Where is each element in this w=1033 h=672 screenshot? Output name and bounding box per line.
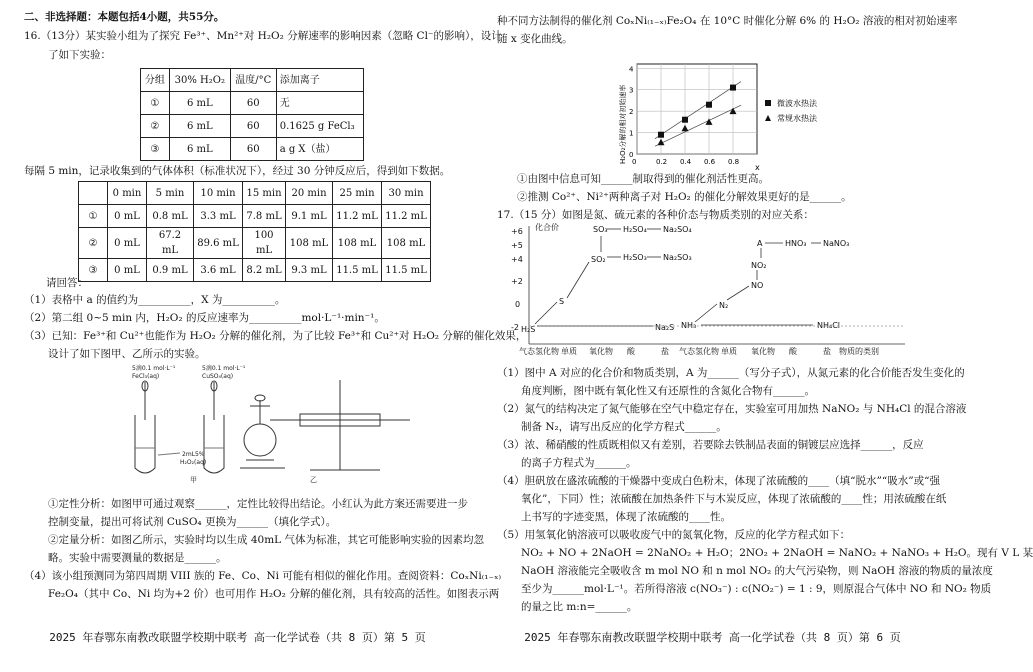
table-cell: 60 <box>230 115 276 138</box>
trend-line <box>655 82 741 139</box>
table-cell: a g X（盐） <box>276 138 363 161</box>
table-cell: 0 mL <box>108 205 147 228</box>
ytick: +4 <box>511 255 523 264</box>
q16-4-sub-1: ①由图中信息可知______制取得到的催化剂活性更高。 <box>517 173 769 185</box>
y-tick-label: 2 <box>629 108 634 117</box>
q17-sub-4b: 氧化”，下同）性；浓硫酸在加热条件下与木炭反应，体现了浓硫酸的____性；用浓硫酸在纸 <box>521 493 947 505</box>
table-cell: 6 mL <box>169 92 230 115</box>
plot-frame <box>637 64 757 154</box>
table-header-cell: 30% H₂O₂ <box>169 69 230 92</box>
x-tick-label: 0.6 <box>704 158 716 166</box>
after-table-text: 每隔 5 min，记录收集到的气体体积（标准状况下），经过 30 分钟反应后，得到如下数据。 <box>24 165 451 177</box>
figure-label-jia: 甲 <box>190 476 197 484</box>
sub-question-2: （2）第二组 0~5 min 内，H₂O₂ 的反应速率为__________mol·L⁻¹·min⁻¹。 <box>24 312 385 324</box>
table-cell: 6 mL <box>169 138 230 161</box>
continued-text-2: 随 x 变化曲线。 <box>497 33 573 45</box>
category-label: 氧化物 <box>589 347 613 356</box>
data-point-square <box>730 85 736 91</box>
q17-sub-1b: 角度判断，图中既有氧化性又有还原性的含氮化合物有______。 <box>521 385 815 397</box>
table-cell: 0.8 mL <box>147 205 194 228</box>
sub-question-3c-1: ①定性分析：如图甲可通过观察______，定性比较得出结论。小红认为此方案还需要进一步 <box>48 498 468 510</box>
ytick: +2 <box>511 277 523 286</box>
q16-stem-1: 16.（13分）某实验小组为了探究 Fe³⁺、Mn²⁺对 H₂O₂ 分解速率的影响因素（忽略 Cl⁻的影响），设计 <box>24 30 502 42</box>
ytick: +5 <box>511 241 523 250</box>
species-h2so4: H₂SO₄ <box>623 225 647 234</box>
table-cell: 67.2 mL <box>147 228 194 259</box>
table-cell: 89.6 mL <box>194 228 243 259</box>
q17-sub-5c: NaOH 溶液能完全吸收含 m mol NO 和 n mol NO₂ 的大气污染物，则 NaOH 溶液的物质的量浓度 <box>521 565 993 577</box>
species-so3: SO₃ <box>593 225 608 234</box>
apparatus-figure <box>110 360 440 490</box>
sub-question-1: （1）表格中 a 的值约为__________，X 为__________。 <box>24 294 286 306</box>
species-hno3: HNO₃ <box>785 239 807 248</box>
category-label: 盐 <box>823 347 831 356</box>
y-tick-label: 4 <box>629 65 634 74</box>
y-tick-label: 0 <box>629 151 634 159</box>
category-label: 单质 <box>721 347 737 356</box>
q17-sub-4a: （4）胆矾放在盛浓硫酸的干燥器中变成白色粉末，体现了浓硫酸的____（填“脱水”“吸水”或“强 <box>497 475 941 487</box>
q17-sub-5b: NO₂ + NO + 2NaOH = 2NaNO₂ + H₂O；2NO₂ + 2NaOH = NaNO₂ + NaNO₃ + H₂O。现有 V L 某 <box>521 547 1033 559</box>
table-cell: 108 mL <box>286 228 333 259</box>
table-header-cell: 25 min <box>333 182 382 205</box>
table-cell: 9.3 mL <box>286 259 333 282</box>
sub-question-4b: Fe₂O₄（其中 Co、Ni 均为+2 价）也可用作 H₂O₂ 分解的催化剂，具有较高的活性。如图表示两 <box>48 588 500 600</box>
ytick: -2 <box>511 323 519 332</box>
right-page <box>475 0 1033 672</box>
table-cell: 11.2 mL <box>382 205 431 228</box>
table-header-cell: 10 min <box>194 182 243 205</box>
figure-label-yi: 乙 <box>310 476 317 484</box>
data-point-square <box>706 102 712 108</box>
chart-ylabel: H₂O₂分解的相对初始速率 <box>619 84 627 164</box>
gas-volume-table <box>78 181 431 282</box>
experiment-table <box>140 68 364 161</box>
ytick: 0 <box>515 300 521 309</box>
species-s: S <box>559 297 565 306</box>
h2o2-label: 2mL5% <box>182 451 205 458</box>
species-na2s: Na₂S <box>655 323 675 332</box>
species-no2: NO₂ <box>751 261 767 270</box>
table-cell: 8.2 mL <box>243 259 286 282</box>
table-row <box>141 92 364 115</box>
rate-chart <box>615 48 845 172</box>
table-cell: ③ <box>79 259 108 282</box>
x-tick-label: 0.8 <box>728 158 740 166</box>
species-nh3: NH₃ <box>681 321 697 330</box>
q17-sub-5e: 的量之比 m:n=______。 <box>521 601 638 613</box>
table-cell: 11.5 mL <box>333 259 382 282</box>
valence-axis-label: 化合价 <box>535 223 559 232</box>
species-no: NO <box>751 281 764 290</box>
table-cell: 0 mL <box>108 259 147 282</box>
x-tick-label: 0 <box>632 158 637 166</box>
table-row <box>141 69 364 92</box>
cuso4-drop-label: 5滴0.1 mol·L⁻¹ <box>202 365 246 372</box>
table-cell: 3.3 mL <box>194 205 243 228</box>
table-cell: 11.2 mL <box>333 205 382 228</box>
q17-sub-3a: （3）浓、稀硝酸的性质既相似又有差别，若要除去铁制品表面的铜镀层应选择______，反应 <box>497 439 924 451</box>
sub-question-3d-2: 略。实验中需要测量的数据是______。 <box>48 552 227 564</box>
table-header-cell: 5 min <box>147 182 194 205</box>
table-row <box>141 115 364 138</box>
category-label: 氧化物 <box>751 347 775 356</box>
q17-sub-2a: （2）氮气的结构决定了氮气能够在空气中稳定存在，实验室可用加热 NaNO₂ 与 NH₄Cl 的混合溶液 <box>497 403 967 415</box>
table-cell: 60 <box>230 92 276 115</box>
category-label: 气态氢化物 <box>679 347 719 356</box>
table-cell: ③ <box>141 138 170 161</box>
table-header-cell <box>79 182 108 205</box>
species-na2so3: Na₂SO₃ <box>663 253 692 262</box>
chart-xlabel: x <box>755 163 760 172</box>
category-label: 盐 <box>661 347 669 356</box>
category-label: 气态氢化物 <box>519 347 559 356</box>
species-h2s: H₂S <box>521 325 536 334</box>
table-cell: ① <box>79 205 108 228</box>
table-row <box>79 182 431 205</box>
table-cell: 100 mL <box>243 228 286 259</box>
table-row <box>79 259 431 282</box>
data-point-square <box>682 117 688 123</box>
table-cell: 11.5 mL <box>382 259 431 282</box>
section-title: 二、非选择题：本题包括4小题，共55分。 <box>24 11 225 23</box>
legend-label-conventional: 常规水热法 <box>777 114 817 123</box>
legend-marker-square <box>765 100 771 106</box>
species-nano3: NaNO₃ <box>823 239 850 248</box>
species-h2so3: H₂SO₃ <box>623 253 647 262</box>
species-na2so4: Na₂SO₄ <box>663 225 692 234</box>
page-footer-right: 2025 年春鄂东南教改联盟学校期中联考 高一化学试卷（共 8 页）第 6 页 <box>524 630 901 644</box>
table-cell: 0 mL <box>108 228 147 259</box>
sub-question-3c-2: 控制变量，提出可将试剂 CuSO₄ 更换为______（填化学式）。 <box>48 516 337 528</box>
sub-question-3d-1: ②定量分析：如图乙所示，实验时均以生成 40mL 气体为标准，其它可能影响实验的因素均忽 <box>48 534 484 546</box>
table-cell: 108 mL <box>333 228 382 259</box>
q17-sub-3b: 的离子方程式为______。 <box>521 457 637 469</box>
valence-diagram <box>505 222 935 362</box>
x-tick-label: 0.2 <box>656 158 668 166</box>
species-a: A <box>757 239 763 248</box>
h2o2-label-2: H₂O₂(aq) <box>180 459 207 466</box>
table-header-cell: 添加离子 <box>276 69 363 92</box>
y-tick-label: 3 <box>629 86 634 95</box>
table-cell: 7.8 mL <box>243 205 286 228</box>
fecl3-drop-label-2: FeCl₃(aq) <box>132 373 160 380</box>
fecl3-drop-label: 5滴0.1 mol·L⁻¹ <box>132 365 176 372</box>
species-n2: N₂ <box>719 301 729 310</box>
table-cell: 0.9 mL <box>147 259 194 282</box>
table-header-cell: 温度/°C <box>230 69 276 92</box>
q17-sub-5a: （5）用氢氧化钠溶液可以吸收废气中的氮氧化物，反应的化学方程式如下： <box>497 529 851 541</box>
table-header-cell: 0 min <box>108 182 147 205</box>
table-cell: 无 <box>276 92 363 115</box>
data-point-triangle <box>682 125 689 131</box>
legend-marker-triangle <box>765 115 771 121</box>
table-cell: ② <box>141 115 170 138</box>
table-cell: 108 mL <box>382 228 431 259</box>
table-cell: 6 mL <box>169 115 230 138</box>
sub-question-3b: 设计了如下图甲、乙所示的实验。 <box>48 348 206 360</box>
species-nh4cl: NH₄Cl <box>817 321 841 330</box>
continued-text-1: 种不同方法制得的催化剂 CoₓNi₍₁₋ₓ₎Fe₂O₄ 在 10°C 时催化分解 6% 的 H₂O₂ 溶液的相对初始速率 <box>497 15 958 27</box>
q16-stem-2: 了如下实验： <box>48 49 111 61</box>
sub-question-3a: （3）已知：Fe³⁺和 Cu²⁺也能作为 H₂O₂ 分解的催化剂，为了比较 Fe³⁺和 Cu²⁺对 H₂O₂ 分解的催化效果， <box>24 330 527 342</box>
table-cell: ① <box>141 92 170 115</box>
category-label: 酸 <box>789 347 797 356</box>
answer-prompt: 请回答： <box>46 277 88 289</box>
q17-stem: 17.（15 分）如图是氮、硫元素的各种价态与物质类别的对应关系： <box>497 209 814 221</box>
table-row <box>79 205 431 228</box>
legend-label-microwave: 微波水热法 <box>777 99 817 108</box>
sub-question-4a: （4）该小组预测同为第四周期 VIII 族的 Fe、Co、Ni 可能有相似的催化作用。查阅资料：CoₓNi₍₁₋ₓ₎ <box>24 570 502 582</box>
table-header-cell: 分组 <box>141 69 170 92</box>
q17-sub-2b: 制备 N₂，请写出反应的化学方程式______。 <box>521 421 727 433</box>
category-label: 单质 <box>561 347 577 356</box>
x-tick-label: 0.4 <box>680 158 692 166</box>
data-point-square <box>658 132 664 138</box>
category-axis-label: 物质的类别 <box>839 347 879 356</box>
table-header-cell: 20 min <box>286 182 333 205</box>
table-cell: 0.1625 g FeCl₃ <box>276 115 363 138</box>
q17-sub-4c: 上书写的字迹变黑，体现了浓硫酸的____性。 <box>521 511 731 523</box>
table-cell: 9.1 mL <box>286 205 333 228</box>
table-cell: 60 <box>230 138 276 161</box>
species-so2: SO₂ <box>591 255 606 264</box>
table-row <box>79 228 431 259</box>
table-row <box>141 138 364 161</box>
page-footer-left: 2025 年春鄂东南教改联盟学校期中联考 高一化学试卷（共 8 页）第 5 页 <box>49 630 426 644</box>
q17-sub-5d: 至少为______mol·L⁻¹。若所得溶液 c(NO₃⁻) : c(NO₂⁻) = 1 : 9，则原混合气体中 NO 和 NO₂ 物质 <box>521 583 992 595</box>
category-label: 酸 <box>627 347 635 356</box>
table-cell: ② <box>79 228 108 259</box>
q17-sub-1a: （1）图中 A 对应的化合价和物质类别，A 为______（写分子式），从氮元素的化合价能否发生变化的 <box>497 367 965 379</box>
ytick: +6 <box>511 227 523 236</box>
table-header-cell: 15 min <box>243 182 286 205</box>
table-header-cell: 30 min <box>382 182 431 205</box>
cuso4-drop-label-2: CuSO₄(aq) <box>202 373 234 380</box>
y-tick-label: 1 <box>629 129 634 138</box>
q16-4-sub-2: ②推测 Co²⁺、Ni²⁺两种离子对 H₂O₂ 的催化分解效果更好的是______。 <box>517 191 852 203</box>
table-cell: 3.6 mL <box>194 259 243 282</box>
